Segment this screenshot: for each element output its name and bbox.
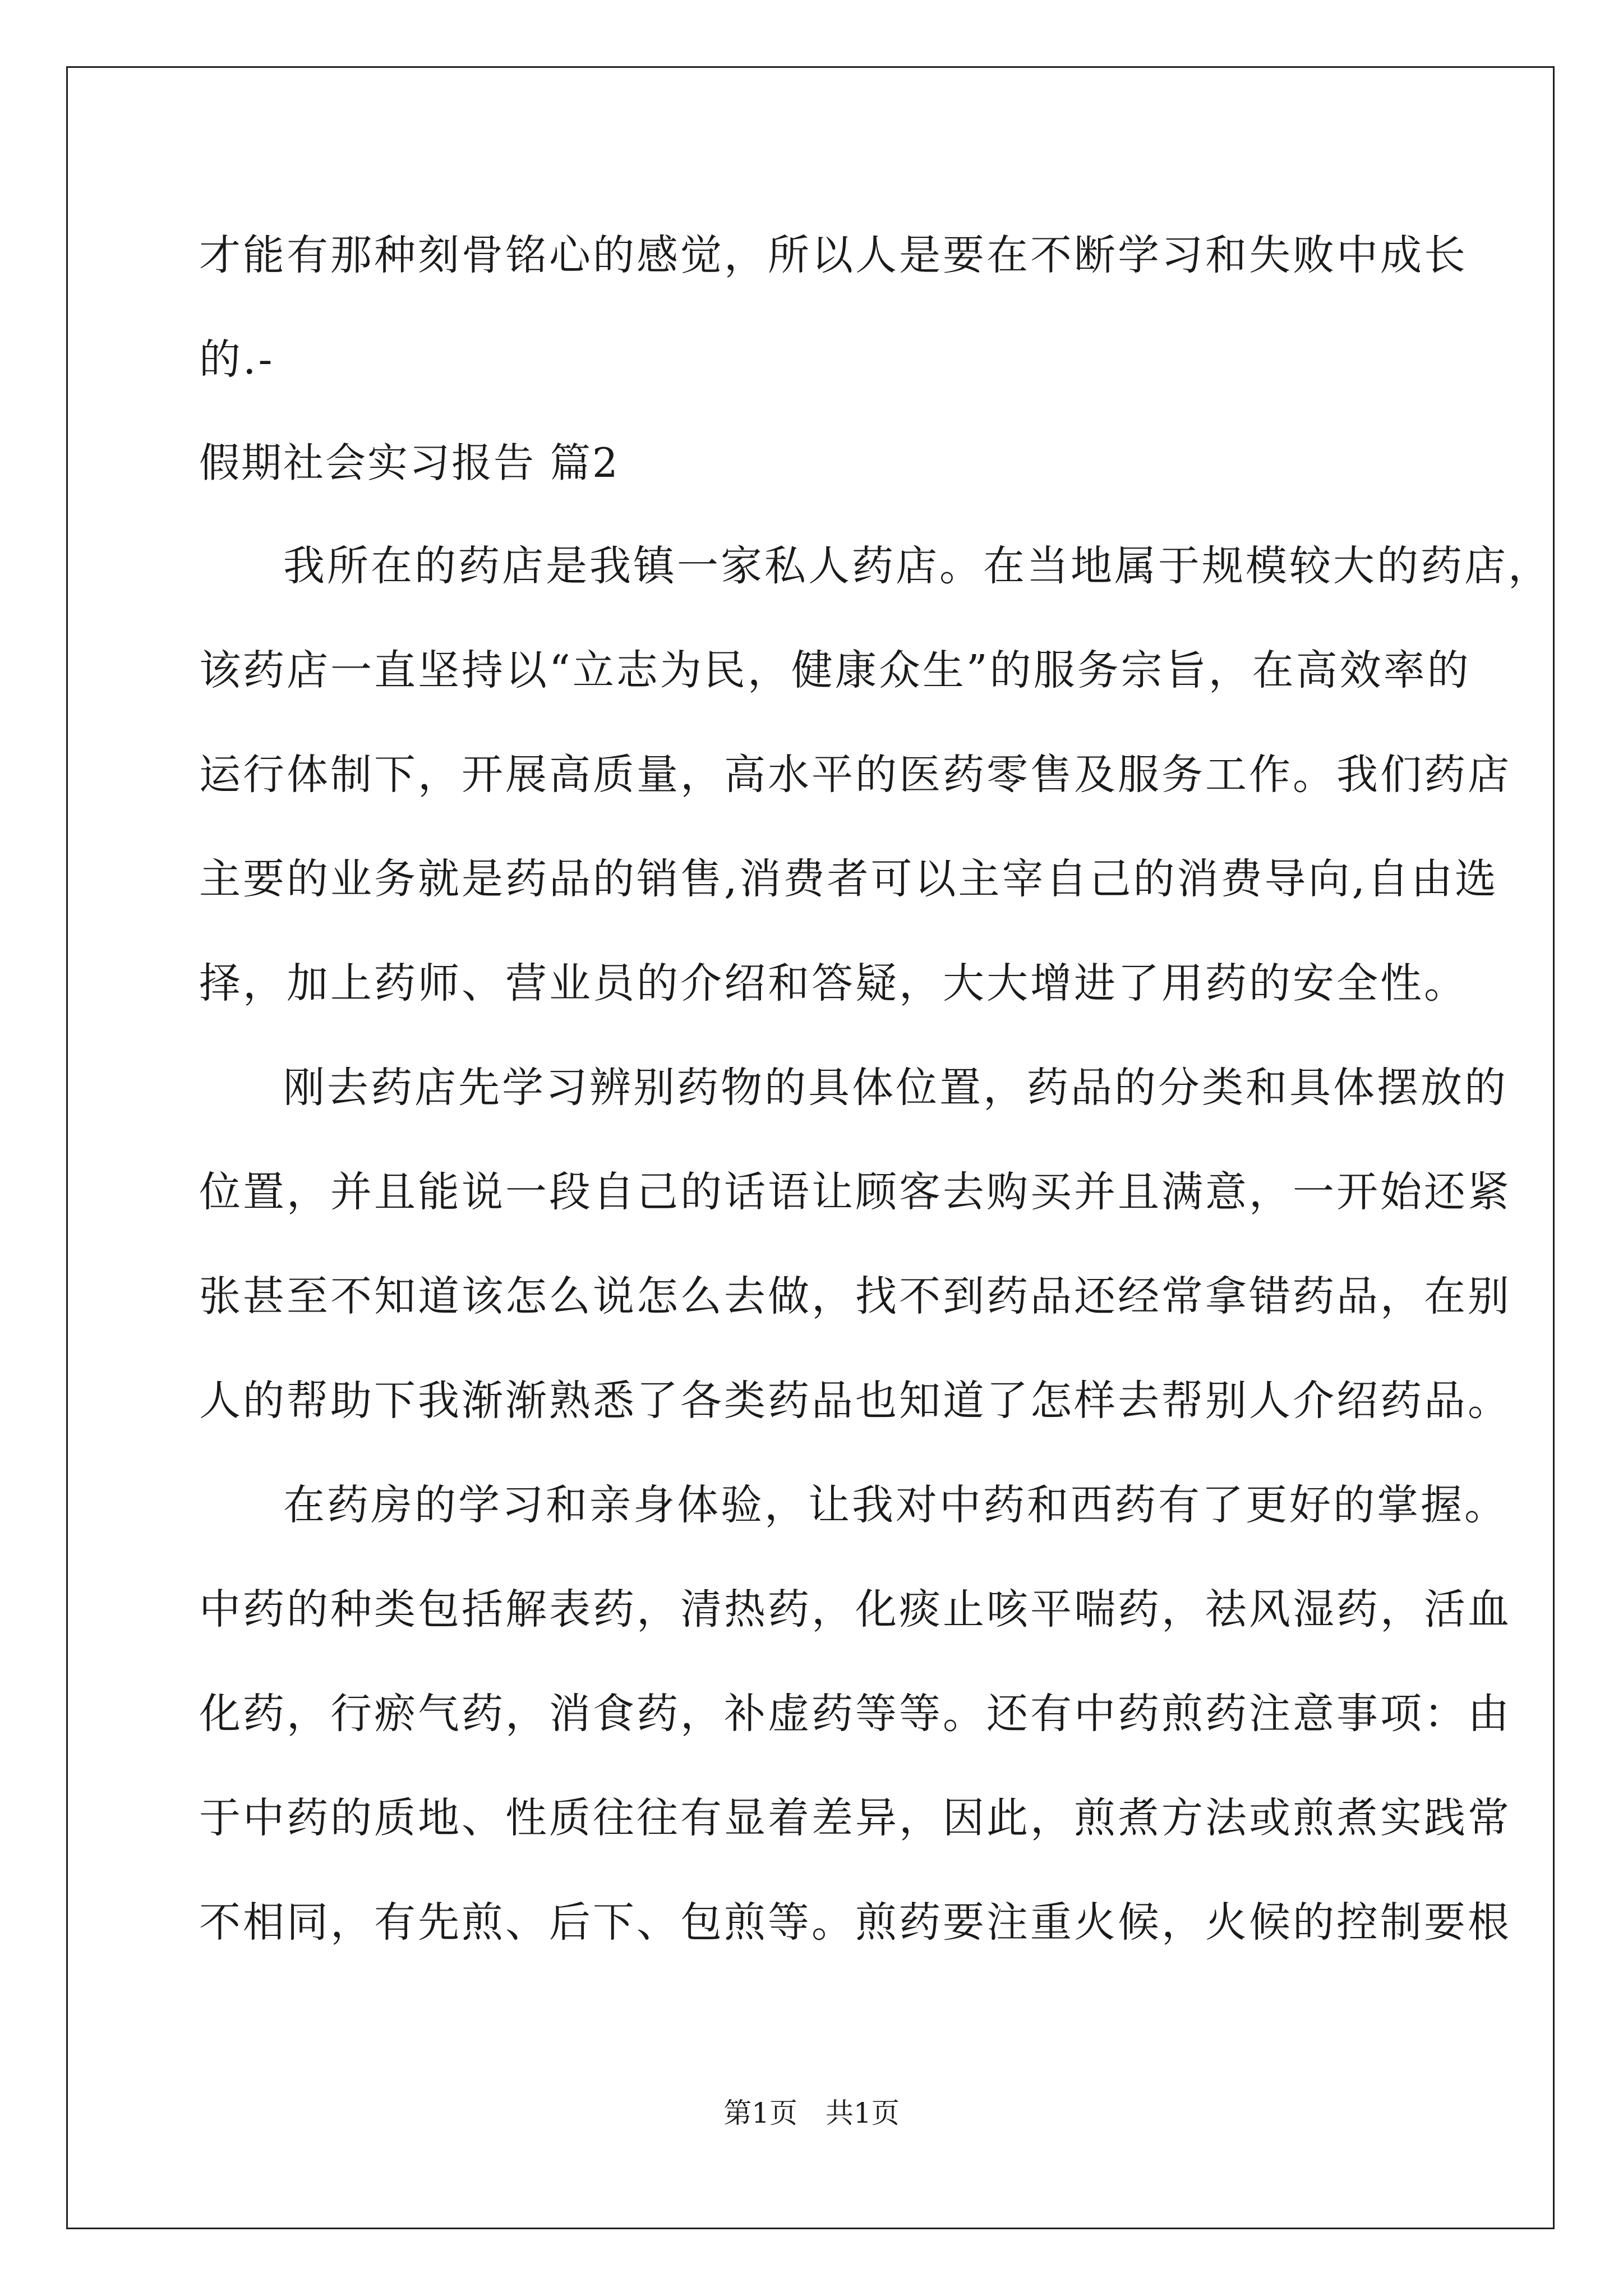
paragraph-line: 张甚至不知道该怎么说怎么去做，找不到药品还经常拿错药品，在别 <box>199 1272 1511 1320</box>
section-title: 假期社会实习报告 篇2 <box>199 439 620 486</box>
document-body <box>199 203 1552 1975</box>
paragraph-line: 不相同，有先煎、后下、包煎等。煎药要注重火候，火候的控制要根 <box>199 1898 1511 1947</box>
paragraph-line: 位置，并且能说一段自己的话语让顾客去购买并且满意，一开始还紧 <box>199 1168 1511 1216</box>
paragraph-line: 主要的业务就是药品的销售,消费者可以主宰自己的消费导向,自由选 <box>199 855 1499 903</box>
paragraph <box>199 514 1552 1036</box>
continuation-line: 才能有那种刻骨铭心的感觉，所以人是要在不断学习和失败中成长 <box>199 231 1468 279</box>
paragraph-line: 化药，行瘀气药，消食药，补虚药等等。还有中药煎药注意事项：由 <box>199 1690 1511 1738</box>
paragraph-line: 在药房的学习和亲身体验，让我对中药和西药有了更好的掌握。 <box>283 1481 1508 1529</box>
paragraph-line: 中药的种类包括解表药，清热药，化痰止咳平喘药，祛风湿药，活血 <box>199 1585 1511 1634</box>
page-number-footer: 第1页 共1页 <box>723 2097 900 2129</box>
paragraph-line: 刚去药店先学习辨别药物的具体位置，药品的分类和具体摆放的 <box>283 1064 1508 1112</box>
continuation-line: 的.- <box>199 335 275 384</box>
paragraph-line: 人的帮助下我渐渐熟悉了各类药品也知道了怎样去帮别人介绍药品。 <box>199 1377 1511 1425</box>
paragraph-line: 该药店一直坚持以“立志为民，健康众生”的服务宗旨，在高效率的 <box>199 646 1471 694</box>
paragraph-line: 于中药的质地、性质往往有显着差异，因此，煎煮方法或煎煮实践常 <box>199 1794 1511 1842</box>
paragraph <box>199 1453 1511 1975</box>
paragraph-line: 择，加上药师、营业员的介绍和答疑，大大增进了用药的安全性。 <box>199 959 1468 1007</box>
paragraph <box>199 1036 1511 1453</box>
paragraph-line: 运行体制下，开展高质量，高水平的医药零售及服务工作。我们药店 <box>199 751 1511 799</box>
paragraph-line: 我所在的药店是我镇一家私人药店。在当地属于规模较大的药店， <box>283 542 1552 590</box>
